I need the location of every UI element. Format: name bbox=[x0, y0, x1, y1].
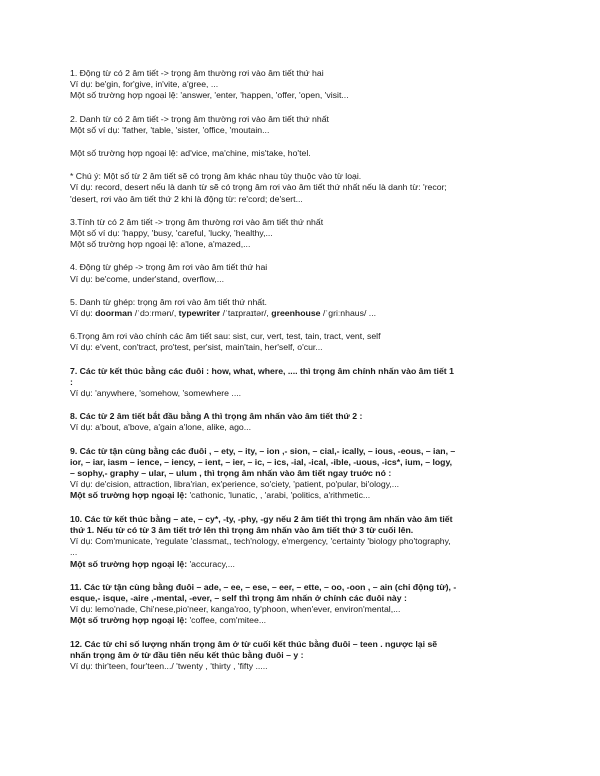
section-title: 2. Danh từ có 2 âm tiết -> trọng âm thường rơi vào âm tiết thứ nhất bbox=[70, 113, 329, 124]
exception-line bbox=[70, 559, 548, 570]
exception-line bbox=[70, 490, 548, 501]
exception-text: 'coffee, com'mitee... bbox=[187, 615, 267, 626]
example-line: Ví dụ: 'anywhere, 'somehow, 'somewhere .... bbox=[70, 388, 242, 399]
section-title: 12. Các từ chỉ số lượng nhấn trọng âm ở từ cuối kết thúc bằng đuôi – teen . ngược lại sẽ bbox=[70, 638, 438, 649]
section-title: – sophy,- graphy – ular, – ulum , thì trọng âm nhấn vào âm tiết ngay truớc nó : bbox=[70, 468, 392, 479]
example-line: Một số ví dụ: 'father, 'table, 'sister, 'office, 'moutain... bbox=[70, 124, 270, 135]
section-title: 8. Các từ 2 âm tiết bắt đầu bằng A thì trọng âm nhấn vào âm tiết thứ 2 : bbox=[70, 411, 363, 422]
example-word-typewriter: typewriter bbox=[178, 308, 221, 319]
section-title: ior, – iar, iasm – ience, – iency, – ient, – ier, – ic, – ics, -ial, -ical, -ible, -uous, -ics*, ium, – logy, bbox=[70, 456, 453, 467]
section-title: 1. Động từ có 2 âm tiết -> trọng âm thường rơi vào âm tiết thứ hai bbox=[70, 68, 324, 78]
example-line: Ví dụ: a'bout, a'bove, a'gain a'lone, alike, ago... bbox=[70, 422, 251, 433]
example-line: Ví dụ: de'cision, attraction, libra'rian, ex'perience, so'ciety, 'patient, po'pular, bi'ology,... bbox=[70, 479, 400, 490]
section-11 bbox=[70, 582, 548, 627]
section-title: 5. Danh từ ghép: trọng âm rơi vào âm tiết thứ nhất. bbox=[70, 296, 267, 307]
section-title: 7. Các từ kết thúc bằng các đuôi : how, what, where, .... thì trọng âm chính nhấn vào âm tiết 1 bbox=[70, 365, 454, 376]
exception-label: Một số trường hợp ngoại lệ: bbox=[70, 490, 188, 501]
example-line bbox=[70, 308, 548, 319]
section-title: nhấn trọng âm ở từ đầu tiên nếu kết thúc bằng đuôi – y : bbox=[70, 649, 304, 660]
example-line: Một số ví dụ: 'happy, 'busy, 'careful, 'lucky, 'healthy,... bbox=[70, 228, 273, 239]
section-title: 10. Các từ kết thúc bằng – ate, – cy*, -ty, -phy, -gy nếu 2 âm tiết thì trọng âm nhấn vào âm tiết bbox=[70, 513, 453, 524]
section-1 bbox=[70, 68, 548, 102]
exception-text: 'accuracy,... bbox=[187, 558, 235, 569]
section-title: esque,- isque, -aire ,-mental, -ever, – self thì trọng âm nhấn ở chính các đuôi này : bbox=[70, 592, 407, 603]
example-ipa: /ˈɡriːnhaus/ ... bbox=[320, 308, 377, 319]
note-line: 'desert, rơi vào âm tiết thứ 2 khi là động từ: re'cord; de'sert... bbox=[70, 193, 303, 204]
section-2-exceptions bbox=[70, 148, 548, 159]
exception-line bbox=[70, 615, 548, 626]
section-8 bbox=[70, 411, 548, 433]
example-line: Ví dụ: lemo'nade, Chi'nese,pio'neer, kanga'roo, ty'phoon, when'ever, environ'mental,... bbox=[70, 604, 401, 615]
section-title: 9. Các từ tận cùng bằng các đuôi , – ety, – ity, – ion ,- sion, – cial,- ically, – ious, -eous, – ian, – bbox=[70, 445, 456, 456]
example-line: Ví dụ: Com'municate, 'regulate 'classmat,, tech'nology, e'mergency, 'certainty 'biology pho'tography, bbox=[70, 536, 451, 547]
section-6 bbox=[70, 331, 548, 353]
section-5 bbox=[70, 297, 548, 319]
example-line: Ví dụ: be'come, under'stand, overflow,... bbox=[70, 273, 224, 284]
exception-line: Một số trường hợp ngoại lệ: a'lone, a'mazed,... bbox=[70, 239, 251, 250]
example-line: Ví dụ: thir'teen, four'teen.../ 'twenty , 'thirty , 'fifty ..... bbox=[70, 660, 268, 671]
example-prefix: Ví dụ: bbox=[70, 308, 96, 319]
example-line: Ví dụ: be'gin, for'give, in'vite, a'gree, ... bbox=[70, 79, 219, 90]
section-7 bbox=[70, 366, 548, 400]
section-10 bbox=[70, 514, 548, 570]
section-title: 11. Các từ tận cùng bằng đuôi – ade, – ee, – ese, – eer, – ette, – oo, -oon , – ain (chỉ động từ), - bbox=[70, 581, 457, 592]
section-title-continued: : bbox=[70, 376, 73, 387]
exception-line: Một số trường hợp ngoại lệ: ad'vice, ma'chine, mis'take, ho'tel. bbox=[70, 148, 311, 159]
document-page bbox=[70, 68, 548, 684]
section-title: 4. Động từ ghép -> trọng âm rơi vào âm tiết thứ hai bbox=[70, 262, 268, 273]
section-title: 6.Trọng âm rơi vào chính các âm tiết sau: sist, cur, vert, test, tain, tract, vent, self bbox=[70, 331, 381, 342]
section-9 bbox=[70, 446, 548, 502]
example-ipa: /ˈtaɪpraɪtər/, bbox=[220, 308, 272, 319]
exception-text: 'cathonic, 'lunatic, , 'arabi, 'politics, a'rithmetic... bbox=[187, 490, 371, 501]
section-4 bbox=[70, 262, 548, 284]
note-line: * Chú ý: Một số từ 2 âm tiết sẽ có trọng âm khác nhau tùy thuộc vào từ loại. bbox=[70, 171, 362, 182]
exception-line: Một số trường hợp ngoại lệ: 'answer, 'enter, 'happen, 'offer, 'open, 'visit... bbox=[70, 90, 349, 101]
section-title: thứ 1. Nếu từ có từ 3 âm tiết trở lên thì trọng âm nhấn vào âm tiết thứ 3 từ cuối lên. bbox=[70, 524, 414, 535]
exception-label: Một số trường hợp ngoại lệ: bbox=[70, 615, 188, 626]
section-3 bbox=[70, 217, 548, 251]
example-ipa: /ˈdɔːrmən/, bbox=[132, 308, 179, 319]
note-line: Ví dụ: record, desert nếu là danh từ sẽ có trọng âm rơi vào âm tiết thứ nhất nếu là danh từ: 'recor; bbox=[70, 182, 447, 193]
section-2 bbox=[70, 114, 548, 136]
example-line: Ví dụ: e'vent, con'tract, pro'test, per'sist, main'tain, her'self, o'cur... bbox=[70, 342, 323, 353]
example-word-doorman: doorman bbox=[95, 308, 133, 319]
example-word-greenhouse: greenhouse bbox=[271, 308, 321, 319]
example-line: ... bbox=[70, 547, 78, 558]
exception-label: Một số trường hợp ngoại lệ: bbox=[70, 558, 188, 569]
note-section bbox=[70, 171, 548, 205]
section-12 bbox=[70, 639, 548, 673]
section-title: 3.Tính từ có 2 âm tiết -> trọng âm thường rơi vào âm tiết thứ nhất bbox=[70, 216, 324, 227]
